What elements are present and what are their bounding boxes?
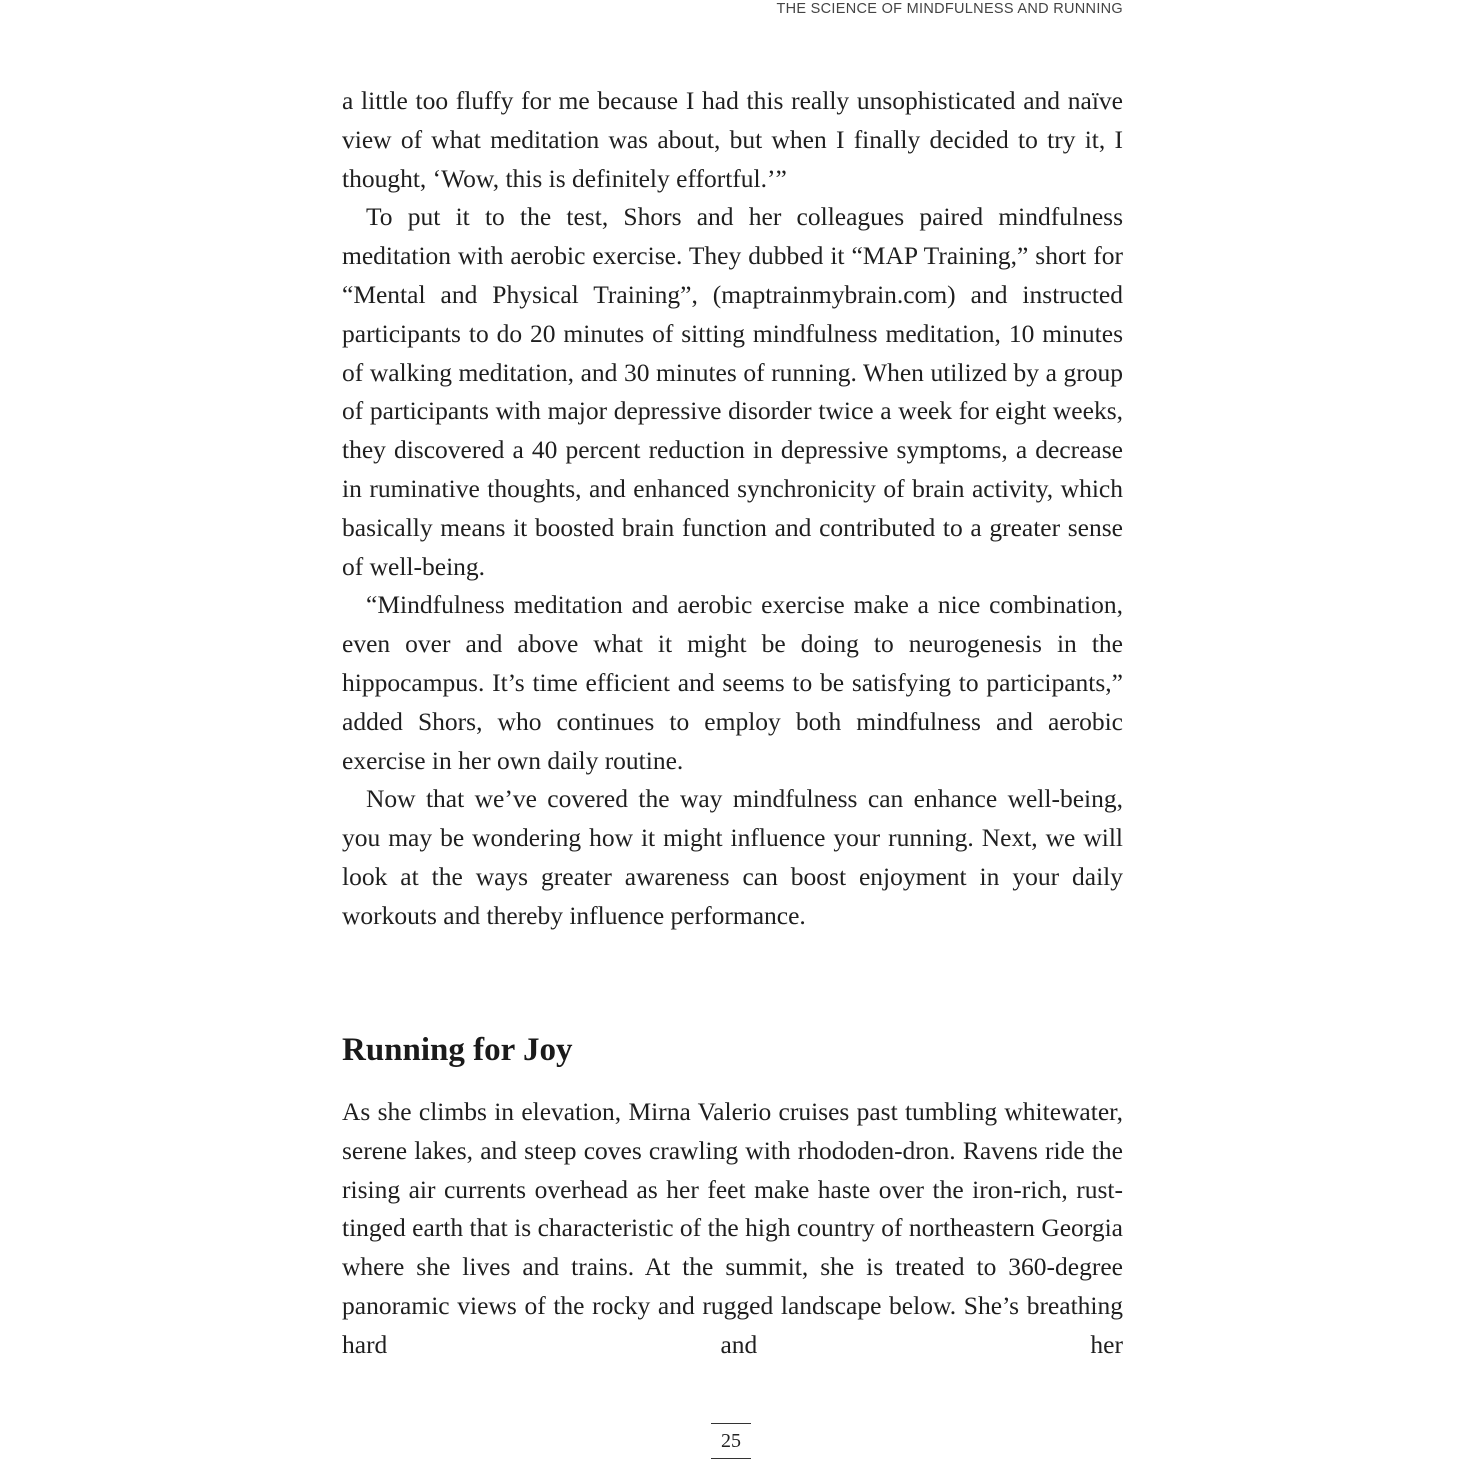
section-heading: Running for Joy [342,1032,573,1068]
page-number: 25 [711,1423,751,1459]
paragraph-transition: Now that we’ve covered the way mindfulness can enhance well-being, you may be wondering how it might influence your running. Next, we will look at the ways greater awareness can boost enjoyment in your daily workouts and thereby influence performance. [342,784,1123,930]
running-head: THE SCIENCE OF MINDFULNESS AND RUNNING [776,1,1123,17]
section-body-text [342,1093,1123,1365]
paragraph-continued: a little too fluffy for me because I had this really unsophisticated and naïve view of what meditation was about, but when I finally decided to try it, I thought, ‘Wow, this is definitely effortful.’” [342,86,1123,193]
paragraph-map-training: To put it to the test, Shors and her colleagues paired mindfulness meditation with aerobic exercise. They dubbed it “MAP Training,” short for “Mental and Physical Training”, (maptrainmybrain.com) and instructed participants to do 20 minutes of sitting mindfulness meditation, 10 minutes of walking meditation, and 30 minutes of running. When utilized by a group of participants with major depressive disorder twice a week for eight weeks, they discovered a 40 percent reduction in depressive symptoms, a decrease in ruminative thoughts, and enhanced synchronicity of brain activity, which basically means it boosted brain function and contributed to a greater sense of well-being. [342,202,1123,581]
body-text [342,82,1123,936]
paragraph-mirna-valerio: As she climbs in elevation, Mirna Valerio cruises past tumbling whitewater, serene lakes, and steep coves crawling with rhododen-dron. Ravens ride the rising air currents overhead as her feet make haste over the iron-rich, rust-tinged earth that is characteristic of the high country of northeastern Georgia where she lives and trains. At the summit, she is treated to 360-degree panoramic views of the rocky and rugged landscape below. She’s breathing hard and her [342,1097,1123,1359]
paragraph-shors-quote: “Mindfulness meditation and aerobic exercise make a nice combination, even over and above what it might be doing to neurogenesis in the hippocampus. It’s time efficient and seems to be satisfying to participants,” added Shors, who continues to employ both mindfulness and aerobic exercise in her own daily routine. [342,590,1123,775]
